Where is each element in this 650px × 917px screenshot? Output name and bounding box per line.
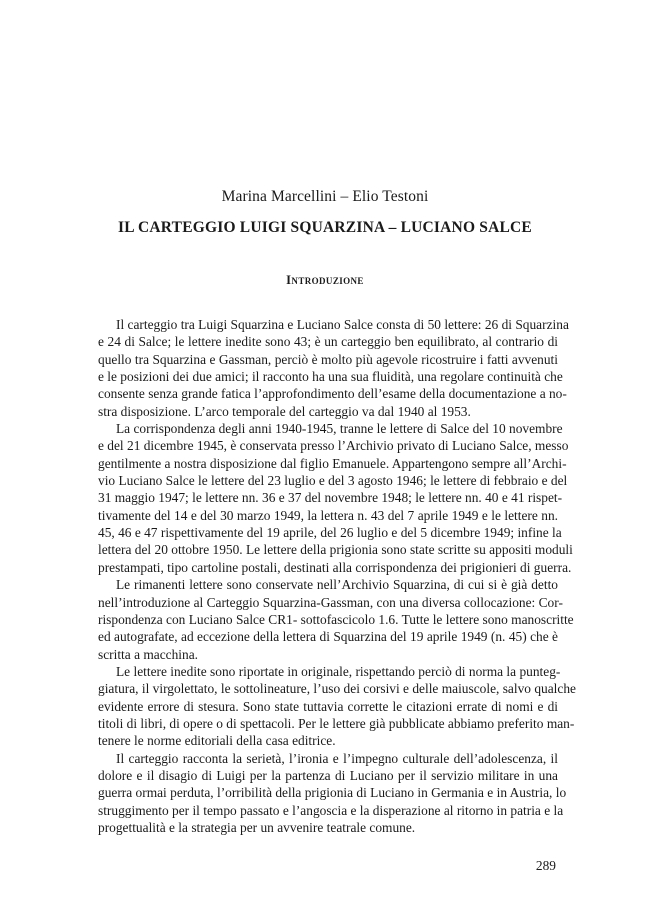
text-line: struggimento per il tempo passato e l’angoscia e la disperazione al ritorno in patria e la <box>98 802 564 818</box>
text-line: gentilmente a nostra disposizione dal figlio Emanuele. Appartengono sempre all’Archi- <box>98 455 567 471</box>
text-line: ed autografate, ad eccezione della lettera di Squarzina del 19 aprile 1949 (n. 45) che è <box>98 629 558 645</box>
text-line: prestampati, tipo cartoline postali, destinati alla corrispondenza dei prigionieri di guerra. <box>98 559 572 575</box>
text-line: quello tra Squarzina e Gassman, perciò è molto più agevole ricostruire i fatti avvenuti <box>98 351 558 367</box>
text-line: vio Luciano Salce le lettere del 23 luglio e del 3 agosto 1946; le lettere di febbraio e del <box>98 473 568 489</box>
text-line: La corrispondenza degli anni 1940-1945, tranne le lettere di Salce del 10 novembre <box>116 421 563 437</box>
paragraph <box>98 316 569 420</box>
text-line: dolore e il disagio di Luigi per la partenza di Luciano per il servizio militare in una <box>98 767 558 783</box>
text-line: Il carteggio tra Luigi Squarzina e Luciano Salce consta di 50 lettere: 26 di Squarzina <box>116 317 569 332</box>
text-line: evidente errore di stesura. Sono state tuttavia corrette le citazioni errate di nomi e di <box>98 698 558 714</box>
text-line: consente senza grande fatica l’approfondimento dell’esame della documentazione a no- <box>98 386 567 402</box>
paragraph <box>98 576 574 663</box>
text-line: rispondenza con Luciano Salce CR1- sottofascicolo 1.6. Tutte le lettere sono manoscritte <box>98 611 574 627</box>
text-line: lettera del 20 ottobre 1950. Le lettere della prigionia sono state scritte su appositi moduli <box>98 542 573 558</box>
paragraph <box>98 420 573 576</box>
text-line: Le rimanenti lettere sono conservate nell’Archivio Squarzina, di cui si è già detto <box>116 577 558 593</box>
text-line: 31 maggio 1947; le lettere nn. 36 e 37 del novembre 1948; le lettere nn. 40 e 41 rispet- <box>98 490 563 506</box>
text-line: scritta a macchina. <box>98 646 199 662</box>
text-line: tenere le norme editoriali della casa editrice. <box>98 733 336 749</box>
text-line: e le posizioni dei due amici; il racconto ha una sua fluidità, una regolare continuità che <box>98 369 563 385</box>
page-number: 289 <box>535 858 556 873</box>
text-line: e del 21 dicembre 1945, è conservata presso l’Archivio privato di Luciano Salce, messo <box>98 438 569 454</box>
text-line: Le lettere inedite sono riportate in originale, rispettando perciò di norma la punteg- <box>116 663 561 679</box>
paragraph <box>98 750 567 837</box>
text-line: e 24 di Salce; le lettere inedite sono 43; è un carteggio ben equilibrato, al contrario di <box>98 334 558 350</box>
text-line: progettualità e la strategia per un avvenire teatrale comune. <box>98 819 416 835</box>
text-line: guerra ormai perduta, l’orribilità della prigionia di Luciano in Germania e in Austria, lo <box>98 785 567 801</box>
text-line: 45, 46 e 47 rispettivamente del 19 aprile, del 26 luglio e del 5 dicembre 1949; infine la <box>98 525 562 541</box>
authors-line: Marina Marcellini – Elio Testoni <box>221 188 429 205</box>
text-line: stra disposizione. L’arco temporale del carteggio va dal 1940 al 1953. <box>98 403 471 419</box>
text-line: titoli di libri, di opere o di spettacoli. Per le lettere già pubblicate abbiamo preferito man- <box>98 715 575 731</box>
section-heading: Introduzione <box>286 273 364 287</box>
chapter-title: IL CARTEGGIO LUIGI SQUARZINA – LUCIANO SALCE <box>118 219 532 236</box>
text-line: tivamente del 14 e del 30 marzo 1949, la lettera n. 43 del 7 aprile 1949 e le lettere nn. <box>98 507 558 523</box>
text-line: Il carteggio racconta la serietà, l’ironia e l’impegno culturale dell’adolescenza, il <box>116 750 558 766</box>
paragraph <box>98 663 576 750</box>
text-line: nell’introduzione al Carteggio Squarzina-Gassman, con una diversa collocazione: Cor- <box>98 594 563 610</box>
body-text <box>98 316 576 836</box>
text-line: giatura, il virgolettato, le sottolineature, l’uso dei corsivi e delle maiuscole, salvo qualche <box>98 681 576 697</box>
